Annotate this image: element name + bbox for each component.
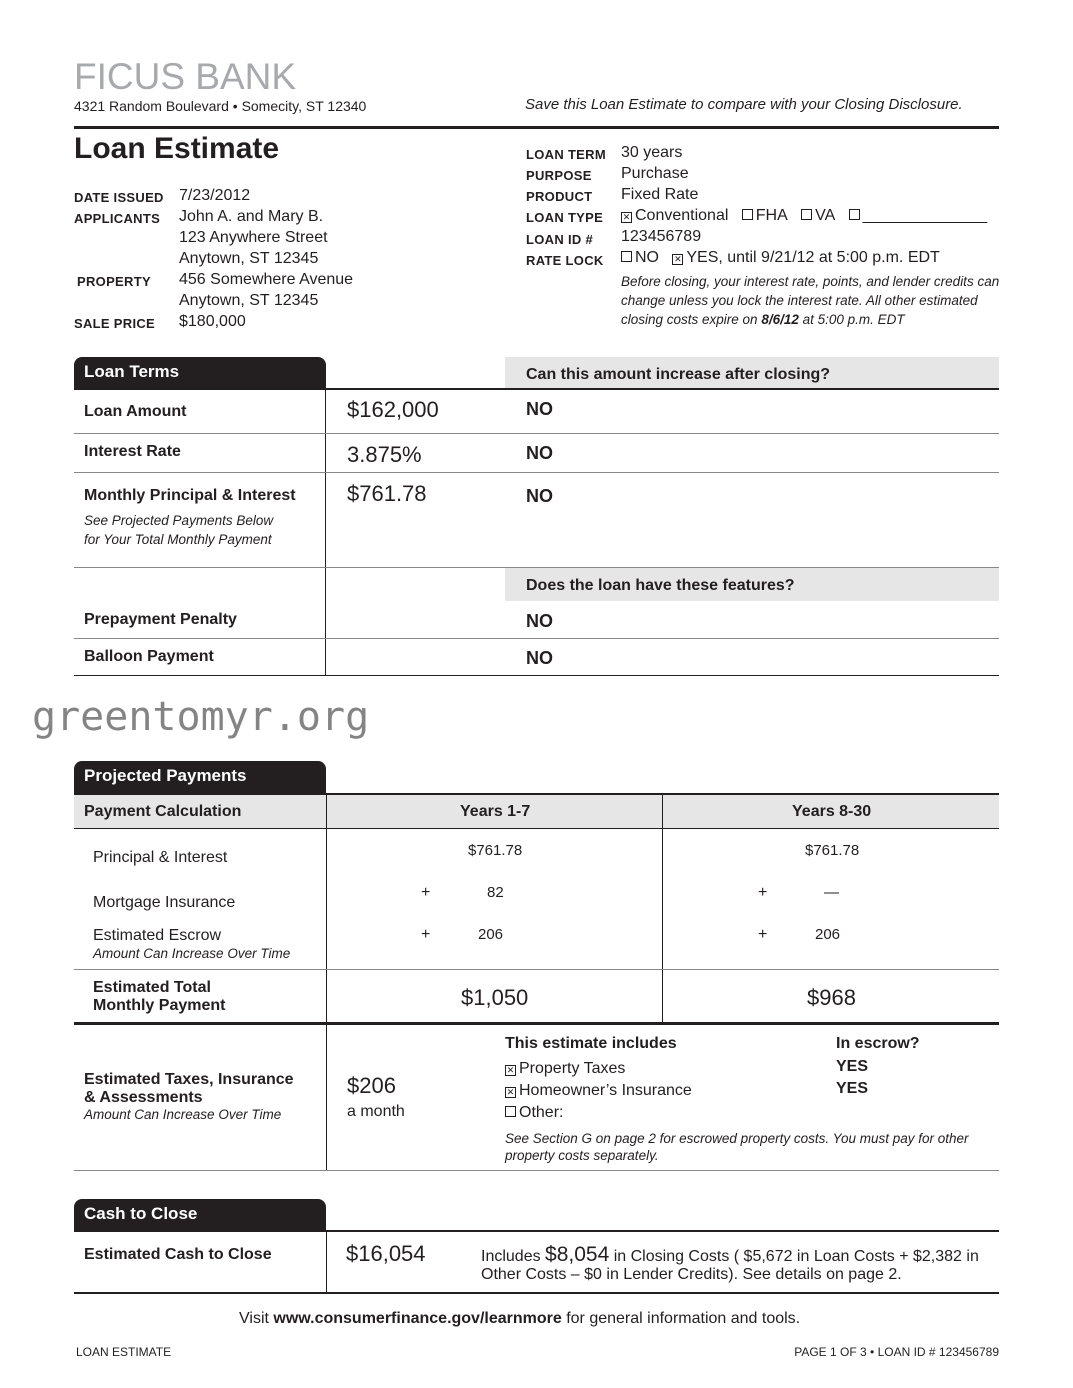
interest-rate-label: Interest Rate [84,443,181,460]
taxes-label: & Assessments [84,1089,203,1106]
increase-question: Can this amount increase after closing? [526,366,831,383]
taxes-period: a month [347,1103,405,1120]
total-label: Monthly Payment [93,997,226,1014]
loan-amount: $162,000 [347,397,439,422]
option-va: VA [815,207,836,224]
header-rule [74,126,999,129]
date-issued-label: DATE ISSUED [74,190,164,205]
total-label: Estimated Total [93,979,211,996]
taxes-note: Amount Can Increase Over Time [84,1107,282,1122]
features-question: Does the loan have these features? [526,577,795,594]
date-issued: 7/23/2012 [179,187,251,204]
projected-payments-tab: Projected Payments [74,761,326,793]
checkbox-icon [505,1106,516,1117]
checkbox-icon [801,209,812,220]
escrow-value-1: 206 [478,926,504,943]
escrow-note: property costs separately. [505,1148,659,1163]
checkbox-checked-icon: ✕ [674,254,682,264]
product: Fixed Rate [621,186,699,203]
mi-value-1: 82 [487,884,504,901]
prepayment-penalty-label: Prepayment Penalty [84,611,237,628]
interest-rate: 3.875% [347,442,422,467]
taxes-amount: $206 [347,1073,396,1098]
plus-sign: + [421,926,431,943]
applicants-line: John A. and Mary B. [179,208,324,225]
loan-id-label: LOAN ID # [526,232,593,247]
escrow-note: See Section G on page 2 for escrowed property costs. You must pay for other [505,1131,969,1146]
option-other: ______________ [862,207,988,224]
property-label: PROPERTY [77,274,151,289]
checkbox-checked-icon: ✕ [506,1065,515,1075]
purpose-label: PURPOSE [526,168,592,183]
monthly-pi-note: for Your Total Monthly Payment [84,532,272,547]
checkbox-checked-icon: ✕ [622,212,631,222]
plus-sign: + [421,884,431,901]
checkbox-icon [742,209,753,220]
balloon-payment-label: Balloon Payment [84,648,214,665]
rate-lock-yes: YES, until 9/21/12 at 5:00 p.m. EDT [686,249,940,266]
rate-lock-note: Before closing, your interest rate, points, and lender credits can [621,274,1000,289]
save-note: Save this Loan Estimate to compare with your Closing Disclosure. [525,96,963,113]
total-value-1: $1,050 [461,985,529,1010]
in-escrow-label: In escrow? [836,1035,920,1052]
plus-sign: + [758,884,768,901]
total-value-2: $968 [807,985,856,1010]
bank-address: 4321 Random Boulevard • Somecity, ST 12340 [74,98,367,114]
footer-left: LOAN ESTIMATE [76,1345,172,1359]
loan-amount-label: Loan Amount [84,403,187,420]
applicants-line: 123 Anywhere Street [179,229,328,246]
option-fha: FHA [755,207,788,224]
option-conventional: Conventional [635,207,729,224]
checkbox-icon [621,251,632,262]
monthly-pi-note: See Projected Payments Below [84,513,274,528]
pi-value-1: $761.78 [468,842,523,859]
cash-to-close-label: Estimated Cash to Close [84,1246,272,1263]
loan-id: 123456789 [621,228,702,245]
escrow-yes: YES [836,1080,869,1097]
property-line: Anytown, ST 12345 [179,292,319,309]
years-8-30-header: Years 8-30 [792,803,872,820]
include-item: ✕ Homeowner’s Insurance [506,1082,692,1099]
escrow-label: Estimated Escrow [93,927,222,944]
rate-lock-label: RATE LOCK [526,253,604,268]
include-item: ✕ Property Taxes [506,1060,626,1077]
payment-calculation-label: Payment Calculation [84,803,242,820]
include-item: Other: [505,1104,563,1122]
plus-sign: + [758,926,768,943]
years-1-7-header: Years 1-7 [460,803,531,820]
escrow-yes: YES [836,1058,869,1075]
monthly-pi-label: Monthly Principal & Interest [84,487,296,504]
taxes-label: Estimated Taxes, Insurance [84,1071,294,1088]
bank-name: FICUS BANK [74,56,297,97]
pi-value-2: $761.78 [805,842,860,859]
monthly-pi-answer: NO [526,486,553,506]
balloon-payment-answer: NO [526,648,553,668]
checkbox-checked-icon: ✕ [506,1087,515,1097]
cash-to-close-tab: Cash to Close [74,1199,326,1231]
checkbox-icon [849,209,860,220]
pi-label: Principal & Interest [93,849,228,866]
cash-includes-line2: Other Costs – $0 in Lender Credits). See details on page 2. [481,1266,902,1283]
applicants-line: Anytown, ST 12345 [179,250,319,267]
escrow-note: Amount Can Increase Over Time [93,946,291,961]
watermark: greentomyr.org [32,694,370,740]
prepayment-penalty-answer: NO [526,611,553,631]
product-label: PRODUCT [526,189,593,204]
sale-price-label: SALE PRICE [74,316,156,331]
rate-lock-options [621,249,940,267]
rate-lock-note: closing costs expire on 8/6/12 at 5:00 p.m. EDT [621,312,905,327]
loan-terms-tab: Loan Terms [74,357,326,389]
escrow-value-2: 206 [815,926,841,943]
rate-lock-note: change unless you lock the interest rate. All other estimated [621,293,978,308]
applicants-label: APPLICANTS [74,211,161,226]
loan-amount-answer: NO [526,399,553,419]
loan-term-label: LOAN TERM [526,147,606,162]
visit-note: Visit www.consumerfinance.gov/learnmore for general information and tools. [239,1310,801,1327]
mi-value-2: — [824,884,839,901]
monthly-pi: $761.78 [347,481,427,506]
learnmore-link[interactable]: www.consumerfinance.gov/learnmore [273,1310,562,1327]
loan-type-options [621,207,987,225]
sale-price: $180,000 [179,313,246,330]
loan-type-label: LOAN TYPE [526,210,604,225]
cash-to-close: $16,054 [346,1241,426,1266]
page-title: Loan Estimate [74,132,280,165]
footer-right: PAGE 1 OF 3 • LOAN ID # 123456789 [794,1345,999,1359]
interest-rate-answer: NO [526,443,553,463]
mi-label: Mortgage Insurance [93,894,236,911]
includes-label: This estimate includes [505,1035,677,1052]
loan-term: 30 years [621,144,683,161]
property-line: 456 Somewhere Avenue [179,271,354,288]
rate-lock-no: NO [635,249,659,266]
purpose: Purchase [621,165,689,182]
cash-includes: Includes $8,054 in Closing Costs ( $5,672 in Loan Costs + $2,382 in [481,1243,979,1266]
